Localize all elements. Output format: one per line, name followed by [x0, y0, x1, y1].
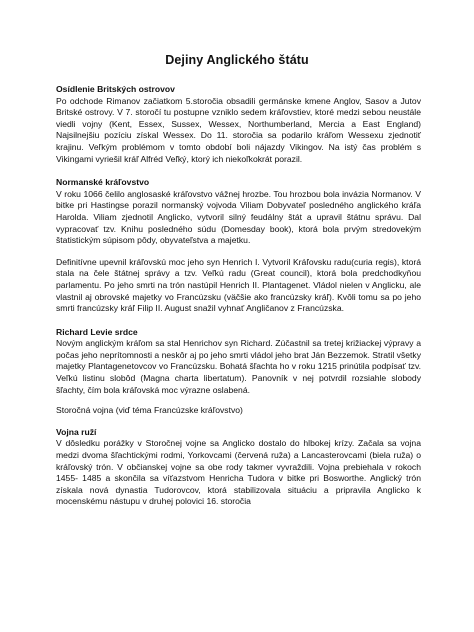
document-body — [56, 84, 421, 508]
section-paragraph: Novým anglickým kráľom sa stal Henrichov syn Richard. Zúčastnil sa tretej križiackej výpravy a počas jeho neprítomnosti a neskôr aj po jeho smrti vládol jeho brat Ján Bezzemok. Stratil všetky majetky Plantagenetovcov vo Francúzsku. Bohatá šľachta ho v roku 1215 prinútila podpísať tzv. Veľkú listinu slobôd (Magna charta libertatum). Panovník v nej potvrdil rozsiahle slobody šľachty, čím bola kráľovská moc výrazne oslabená. — [56, 338, 421, 395]
section-heading-settlement: Osídlenie Britských ostrovov — [56, 84, 175, 94]
section-paragraph: V dôsledku porážky v Storočnej vojne sa Anglicko dostalo do hlbokej krízy. Začala sa vojna medzi dvoma šľachtickými rodmi, Yorkovcami (červená ruža) a Lancasterovcami (biela ruža) o kráľovský trón. V občianskej vojne sa obe rody takmer vyvraždili. Vojna prebiehala v rokoch 1455- 1485 a skončila sa víťazstvom Henricha Tudora v bitke pri Bosworthe. Anglický trón získala nová dynastia Tudorovcov, ktorá stabilizovala situáciu a pripravila Anglicko k mocenskému nástupu v druhej polovici 16. storočia — [56, 438, 421, 507]
section-heading-norman-kingdom: Normanské kráľovstvo — [56, 177, 150, 188]
section-note: Storočná vojna (viď téma Francúzske kráľovstvo) — [56, 405, 243, 416]
section-paragraph: V roku 1066 čelilo anglosaské kráľovstvo vážnej hrozbe. Tou hrozbou bola invázia Normanov. V bitke pri Hastingse porazil normanský vojvoda Viliam Dobyvateľ posledného anglického kráľa Harolda. Viliam zjednotil Anglicko, vytvoril silný feudálny štát a upravil štátnu správu. Dal vypracovať tzv. Knihu posledného súdu (Domesday book), ktorá bola prvým stredovekým štatistickým súpisom pôdy, obyvateľstva a majetku. — [56, 188, 421, 246]
section-heading-wars-of-roses: Vojna ruží — [56, 426, 97, 437]
document-title: Dejiny Anglického štátu — [165, 53, 309, 67]
section-heading-richard-lionheart: Richard Levie srdce — [56, 326, 138, 337]
section-paragraph: Definitívne upevnil kráľovskú moc jeho syn Henrich I. Vytvoril Kráľovsku radu(curia regis), ktorá stala na čele štátnej správy a tzv. Veľkú radu (Great council), ktorá bola predchodkyňou parlamentu. Po jeho smrti na trón nastúpil Henrich II. Plantagenet. Vládol nielen v Anglicku, ale vlastnil aj obrovské majetky vo Francúzsku (väčšie ako francúzsky kráľ). Kvôli tomu sa po jeho smrti francúzsky kráľ Filip II. August snažil vyhnať Angličanov z Francúzska. — [56, 256, 421, 314]
section-paragraph: Po odchode Rimanov začiatkom 5.storočia obsadili germánske kmene Anglov, Sasov a Jutov Britské ostrovy. V 7. storočí tu postupne vzniklo sedem kráľovstiev, ktoré medzi sebou neustále viedli vojny (Kent, Essex, Sussex, Wessex, Northumberland, Mercia a East England) Najsilnejšiu pozíciu získal Wessex. Do 11. storočia sa podarilo kráľom Wessexu zjednotiť krajinu. Veľkým problémom v tomto období boli nájazdy Vikingov. Na istý čas problém s Vikingami vyriešil kráľ Alfréd Veľký, ktorý ich niekoľkokrát porazil. — [56, 95, 421, 164]
